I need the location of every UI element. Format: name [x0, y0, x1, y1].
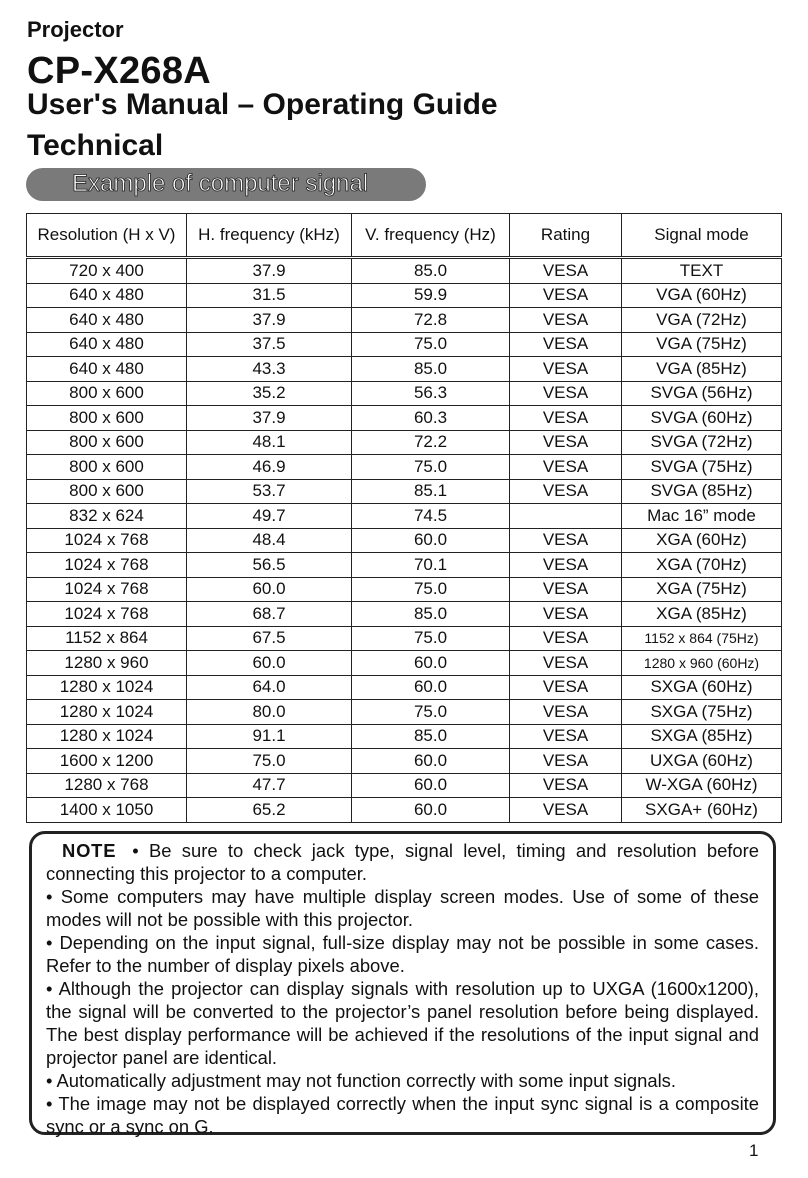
- table-row: [27, 504, 782, 529]
- table-cell: VESA: [510, 381, 622, 406]
- table-cell: SXGA+ (60Hz): [622, 798, 782, 823]
- table-cell: 75.0: [187, 749, 352, 774]
- column-header: V. frequency (Hz): [352, 214, 510, 258]
- table-cell: SVGA (56Hz): [622, 381, 782, 406]
- table-cell: SVGA (72Hz): [622, 430, 782, 455]
- table-cell: VESA: [510, 626, 622, 651]
- table-row: [27, 406, 782, 431]
- table-row: [27, 773, 782, 798]
- table-cell: 832 x 624: [27, 504, 187, 529]
- column-header: Signal mode: [622, 214, 782, 258]
- table-cell: 60.0: [352, 773, 510, 798]
- table-cell: [510, 504, 622, 529]
- column-header: Rating: [510, 214, 622, 258]
- table-cell: 800 x 600: [27, 381, 187, 406]
- table-cell: 60.0: [352, 651, 510, 676]
- table-row: [27, 283, 782, 308]
- table-cell: VESA: [510, 651, 622, 676]
- note-item: • Some computers may have multiple display screen modes. Use of some of these modes will not be possible with this projector.: [46, 886, 759, 930]
- table-cell: 1280 x 1024: [27, 675, 187, 700]
- note-box: [29, 831, 776, 1135]
- table-cell: UXGA (60Hz): [622, 749, 782, 774]
- table-row: [27, 430, 782, 455]
- table-cell: 1024 x 768: [27, 528, 187, 553]
- table-cell: VGA (75Hz): [622, 332, 782, 357]
- table-cell: 70.1: [352, 553, 510, 578]
- section-banner-title: Example of computer signal: [72, 170, 369, 197]
- table-cell: VESA: [510, 258, 622, 284]
- table-cell: SXGA (75Hz): [622, 700, 782, 725]
- table-row: [27, 577, 782, 602]
- table-cell: 1024 x 768: [27, 553, 187, 578]
- table-cell: 60.0: [352, 749, 510, 774]
- table-cell: 72.2: [352, 430, 510, 455]
- table-cell: 1600 x 1200: [27, 749, 187, 774]
- table-cell: VESA: [510, 798, 622, 823]
- product-label: Projector: [27, 17, 124, 42]
- table-cell: VESA: [510, 773, 622, 798]
- table-cell: 60.0: [352, 675, 510, 700]
- table-cell: VESA: [510, 455, 622, 480]
- table-cell: 37.9: [187, 258, 352, 284]
- table-cell: 1400 x 1050: [27, 798, 187, 823]
- note-text: • Be sure to check jack type, signal level, timing and resolution before connecting this projector to a computer.: [46, 840, 759, 884]
- table-cell: 85.0: [352, 258, 510, 284]
- table-row: [27, 675, 782, 700]
- table-cell: 640 x 480: [27, 357, 187, 382]
- table-cell: 1024 x 768: [27, 602, 187, 627]
- table-row: [27, 602, 782, 627]
- table-cell: 85.0: [352, 357, 510, 382]
- table-header-row: [27, 214, 782, 258]
- table-body: [27, 258, 782, 823]
- table-cell: 1152 x 864 (75Hz): [622, 626, 782, 651]
- table-cell: 48.4: [187, 528, 352, 553]
- table-cell: SVGA (75Hz): [622, 455, 782, 480]
- table-cell: 49.7: [187, 504, 352, 529]
- note-item: • The image may not be displayed correctly when the input sync signal is a composite sync or a sync on G.: [46, 1093, 759, 1137]
- table-cell: 1152 x 864: [27, 626, 187, 651]
- table-cell: 60.0: [352, 798, 510, 823]
- table-cell: 800 x 600: [27, 455, 187, 480]
- table-cell: VESA: [510, 700, 622, 725]
- table-cell: 1280 x 960: [27, 651, 187, 676]
- table-row: [27, 357, 782, 382]
- table-cell: 48.1: [187, 430, 352, 455]
- table-cell: 85.1: [352, 479, 510, 504]
- table-cell: Mac 16” mode: [622, 504, 782, 529]
- table-cell: 65.2: [187, 798, 352, 823]
- table-cell: 37.5: [187, 332, 352, 357]
- table-cell: XGA (70Hz): [622, 553, 782, 578]
- table-cell: 1280 x 768: [27, 773, 187, 798]
- table-cell: VESA: [510, 528, 622, 553]
- table-row: [27, 455, 782, 480]
- table-row: [27, 258, 782, 284]
- table-cell: 1280 x 1024: [27, 724, 187, 749]
- table-cell: 1024 x 768: [27, 577, 187, 602]
- table-cell: 800 x 600: [27, 406, 187, 431]
- table-cell: W-XGA (60Hz): [622, 773, 782, 798]
- table-cell: 85.0: [352, 602, 510, 627]
- page-number: 1: [749, 1141, 759, 1160]
- table-row: [27, 651, 782, 676]
- table-row: [27, 626, 782, 651]
- table-cell: 60.0: [187, 651, 352, 676]
- table-cell: VESA: [510, 357, 622, 382]
- table-cell: 1280 x 1024: [27, 700, 187, 725]
- table-cell: 56.3: [352, 381, 510, 406]
- table-cell: 75.0: [352, 626, 510, 651]
- table-cell: SXGA (85Hz): [622, 724, 782, 749]
- table-cell: 67.5: [187, 626, 352, 651]
- table-cell: SVGA (60Hz): [622, 406, 782, 431]
- table-cell: 60.0: [352, 528, 510, 553]
- signal-table: [26, 213, 782, 823]
- table-cell: XGA (75Hz): [622, 577, 782, 602]
- table-cell: 37.9: [187, 308, 352, 333]
- note-item: • Automatically adjustment may not function correctly with some input signals.: [46, 1070, 676, 1091]
- table-cell: 64.0: [187, 675, 352, 700]
- table-cell: VESA: [510, 283, 622, 308]
- table-cell: XGA (85Hz): [622, 602, 782, 627]
- table-cell: VESA: [510, 332, 622, 357]
- table-cell: 60.0: [187, 577, 352, 602]
- table-cell: 60.3: [352, 406, 510, 431]
- table-cell: VESA: [510, 724, 622, 749]
- table-cell: 35.2: [187, 381, 352, 406]
- table-cell: 56.5: [187, 553, 352, 578]
- table-cell: VESA: [510, 577, 622, 602]
- table-row: [27, 798, 782, 823]
- table-cell: VESA: [510, 406, 622, 431]
- table-cell: VGA (72Hz): [622, 308, 782, 333]
- table-cell: 720 x 400: [27, 258, 187, 284]
- table-row: [27, 332, 782, 357]
- table-cell: 46.9: [187, 455, 352, 480]
- table-cell: 640 x 480: [27, 308, 187, 333]
- table-cell: 37.9: [187, 406, 352, 431]
- table-cell: SVGA (85Hz): [622, 479, 782, 504]
- table-row: [27, 308, 782, 333]
- table-cell: 75.0: [352, 332, 510, 357]
- table-cell: 68.7: [187, 602, 352, 627]
- table-cell: 640 x 480: [27, 332, 187, 357]
- table-cell: SXGA (60Hz): [622, 675, 782, 700]
- table-row: [27, 479, 782, 504]
- table-row: [27, 749, 782, 774]
- section-title: Technical: [27, 129, 164, 162]
- table-cell: VESA: [510, 602, 622, 627]
- table-cell: 1280 x 960 (60Hz): [622, 651, 782, 676]
- table-cell: VESA: [510, 308, 622, 333]
- table-cell: 43.3: [187, 357, 352, 382]
- table-cell: TEXT: [622, 258, 782, 284]
- note-item: [46, 839, 759, 885]
- table-cell: 74.5: [352, 504, 510, 529]
- table-row: [27, 700, 782, 725]
- table-cell: 800 x 600: [27, 479, 187, 504]
- table-cell: VESA: [510, 479, 622, 504]
- table-cell: 800 x 600: [27, 430, 187, 455]
- table-cell: VGA (60Hz): [622, 283, 782, 308]
- table-cell: 75.0: [352, 577, 510, 602]
- table-cell: 91.1: [187, 724, 352, 749]
- column-header: Resolution (H x V): [27, 214, 187, 258]
- manual-title: User's Manual – Operating Guide: [27, 88, 498, 121]
- column-header: H. frequency (kHz): [187, 214, 352, 258]
- table-row: [27, 381, 782, 406]
- table-cell: 47.7: [187, 773, 352, 798]
- table-cell: VESA: [510, 749, 622, 774]
- table-row: [27, 528, 782, 553]
- table-cell: 72.8: [352, 308, 510, 333]
- table-row: [27, 724, 782, 749]
- table-cell: 53.7: [187, 479, 352, 504]
- table-cell: 75.0: [352, 700, 510, 725]
- table-cell: 80.0: [187, 700, 352, 725]
- table-cell: VESA: [510, 553, 622, 578]
- table-cell: 85.0: [352, 724, 510, 749]
- table-cell: VESA: [510, 675, 622, 700]
- note-item: • Depending on the input signal, full-size display may not be possible in some cases. Refer to the number of display pixels above.: [46, 932, 759, 976]
- table-cell: VGA (85Hz): [622, 357, 782, 382]
- table-cell: VESA: [510, 430, 622, 455]
- table-cell: 59.9: [352, 283, 510, 308]
- note-label: NOTE: [62, 840, 117, 861]
- model-title: CP-X268A: [27, 50, 212, 92]
- table-row: [27, 553, 782, 578]
- table-cell: 31.5: [187, 283, 352, 308]
- table-cell: 640 x 480: [27, 283, 187, 308]
- note-item: • Although the projector can display signals with resolution up to UXGA (1600x1200), the signal will be converted to the projector’s panel resolution before being displayed. The best display performance will be achieved if the resolutions of the input signal and projector panel are identical.: [46, 978, 759, 1068]
- table-cell: 75.0: [352, 455, 510, 480]
- table-cell: XGA (60Hz): [622, 528, 782, 553]
